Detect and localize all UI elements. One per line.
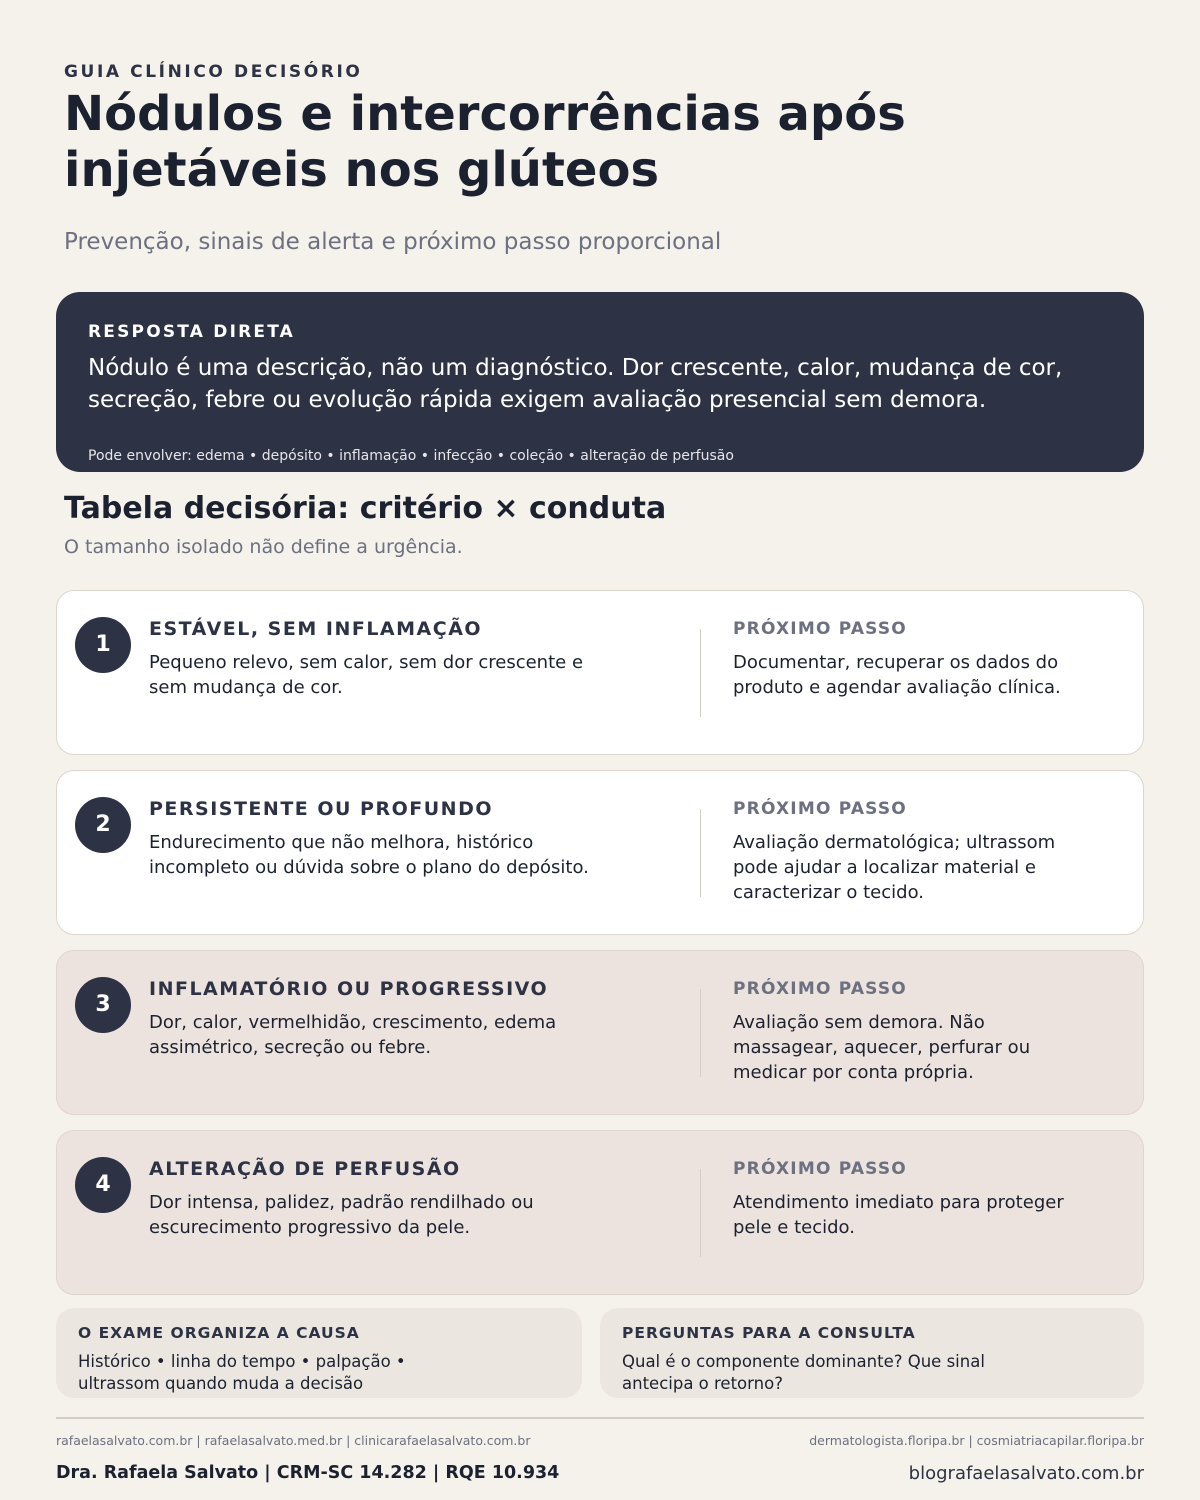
- footer-divider: [56, 1417, 1144, 1419]
- row-divider: [700, 989, 701, 1077]
- criterion-description: Dor, calor, vermelhidão, crescimento, edema assimétrico, secreção ou febre.: [149, 1012, 557, 1058]
- table-subtitle: O tamanho isolado não define a urgência.: [64, 536, 463, 558]
- row-number-badge: 2: [75, 797, 131, 853]
- decision-row: [56, 770, 1144, 935]
- info-box-text: Histórico • linha do tempo • palpação • ultrassom quando muda a decisão: [78, 1352, 406, 1393]
- direct-answer-label: RESPOSTA DIRETA: [88, 322, 296, 342]
- page-kicker: GUIA CLÍNICO DECISÓRIO: [64, 62, 363, 82]
- next-step-text: Atendimento imediato para proteger pele e tecido.: [733, 1192, 1064, 1238]
- criterion-description: Pequeno relevo, sem calor, sem dor crescente e sem mudança de cor.: [149, 652, 584, 698]
- row-divider: [700, 1169, 701, 1257]
- row-divider: [700, 809, 701, 897]
- info-box-questions: [600, 1308, 1144, 1398]
- criterion-title: ESTÁVEL, SEM INFLAMAÇÃO: [149, 618, 483, 640]
- row-number-badge: 4: [75, 1157, 131, 1213]
- decision-row: [56, 590, 1144, 755]
- criterion-description: Dor intensa, palidez, padrão rendilhado ou escurecimento progressivo da pele.: [149, 1192, 534, 1238]
- footer-blog-link[interactable]: blografaelasalvato.com.br: [908, 1463, 1144, 1484]
- next-step-label: PRÓXIMO PASSO: [733, 619, 907, 639]
- next-step-text: Avaliação dermatológica; ultrassom pode ajudar a localizar material e caracterizar o tecido.: [733, 832, 1056, 903]
- info-box-title: PERGUNTAS PARA A CONSULTA: [622, 1324, 916, 1342]
- criterion-description: Endurecimento que não melhora, histórico incompleto ou dúvida sobre o plano do depósito.: [149, 832, 589, 878]
- next-step-text: Avaliação sem demora. Não massagear, aquecer, perfurar ou medicar por conta própria.: [733, 1012, 1031, 1083]
- row-number-badge: 3: [75, 977, 131, 1033]
- criterion-title: INFLAMATÓRIO OU PROGRESSIVO: [149, 978, 549, 1000]
- decision-row: [56, 1130, 1144, 1295]
- next-step-label: PRÓXIMO PASSO: [733, 979, 907, 999]
- direct-answer-note: Pode envolver: edema • depósito • inflamação • infecção • coleção • alteração de perfusão: [88, 448, 734, 464]
- page-subtitle: Prevenção, sinais de alerta e próximo passo proporcional: [64, 229, 722, 255]
- row-divider: [700, 629, 701, 717]
- footer-right-links[interactable]: dermatologista.floripa.br | cosmiatriacapilar.floripa.br: [809, 1433, 1144, 1448]
- info-box-exam: [56, 1308, 582, 1398]
- footer-left-links[interactable]: rafaelasalvato.com.br | rafaelasalvato.med.br | clinicarafaelasalvato.com.br: [56, 1433, 531, 1448]
- info-box-text: Qual é o componente dominante? Que sinal antecipa o retorno?: [622, 1352, 985, 1393]
- decision-row: [56, 950, 1144, 1115]
- criterion-title: PERSISTENTE OU PROFUNDO: [149, 798, 494, 820]
- next-step-label: PRÓXIMO PASSO: [733, 799, 907, 819]
- footer-doctor-credentials: Dra. Rafaela Salvato | CRM-SC 14.282 | RQE 10.934: [56, 1463, 560, 1483]
- criterion-title: ALTERAÇÃO DE PERFUSÃO: [149, 1158, 461, 1180]
- row-number-badge: 1: [75, 617, 131, 673]
- info-box-title: O EXAME ORGANIZA A CAUSA: [78, 1324, 360, 1342]
- direct-answer-card: [56, 292, 1144, 472]
- next-step-label: PRÓXIMO PASSO: [733, 1159, 907, 1179]
- page-title: Nódulos e intercorrências após injetáveis nos glúteos: [64, 86, 906, 198]
- direct-answer-text: Nódulo é uma descrição, não um diagnóstico. Dor crescente, calor, mudança de cor, secreção, febre ou evolução rápida exigem avaliação presencial sem demora.: [88, 355, 1063, 413]
- next-step-text: Documentar, recuperar os dados do produto e agendar avaliação clínica.: [733, 652, 1061, 698]
- table-title: Tabela decisória: critério × conduta: [64, 491, 667, 526]
